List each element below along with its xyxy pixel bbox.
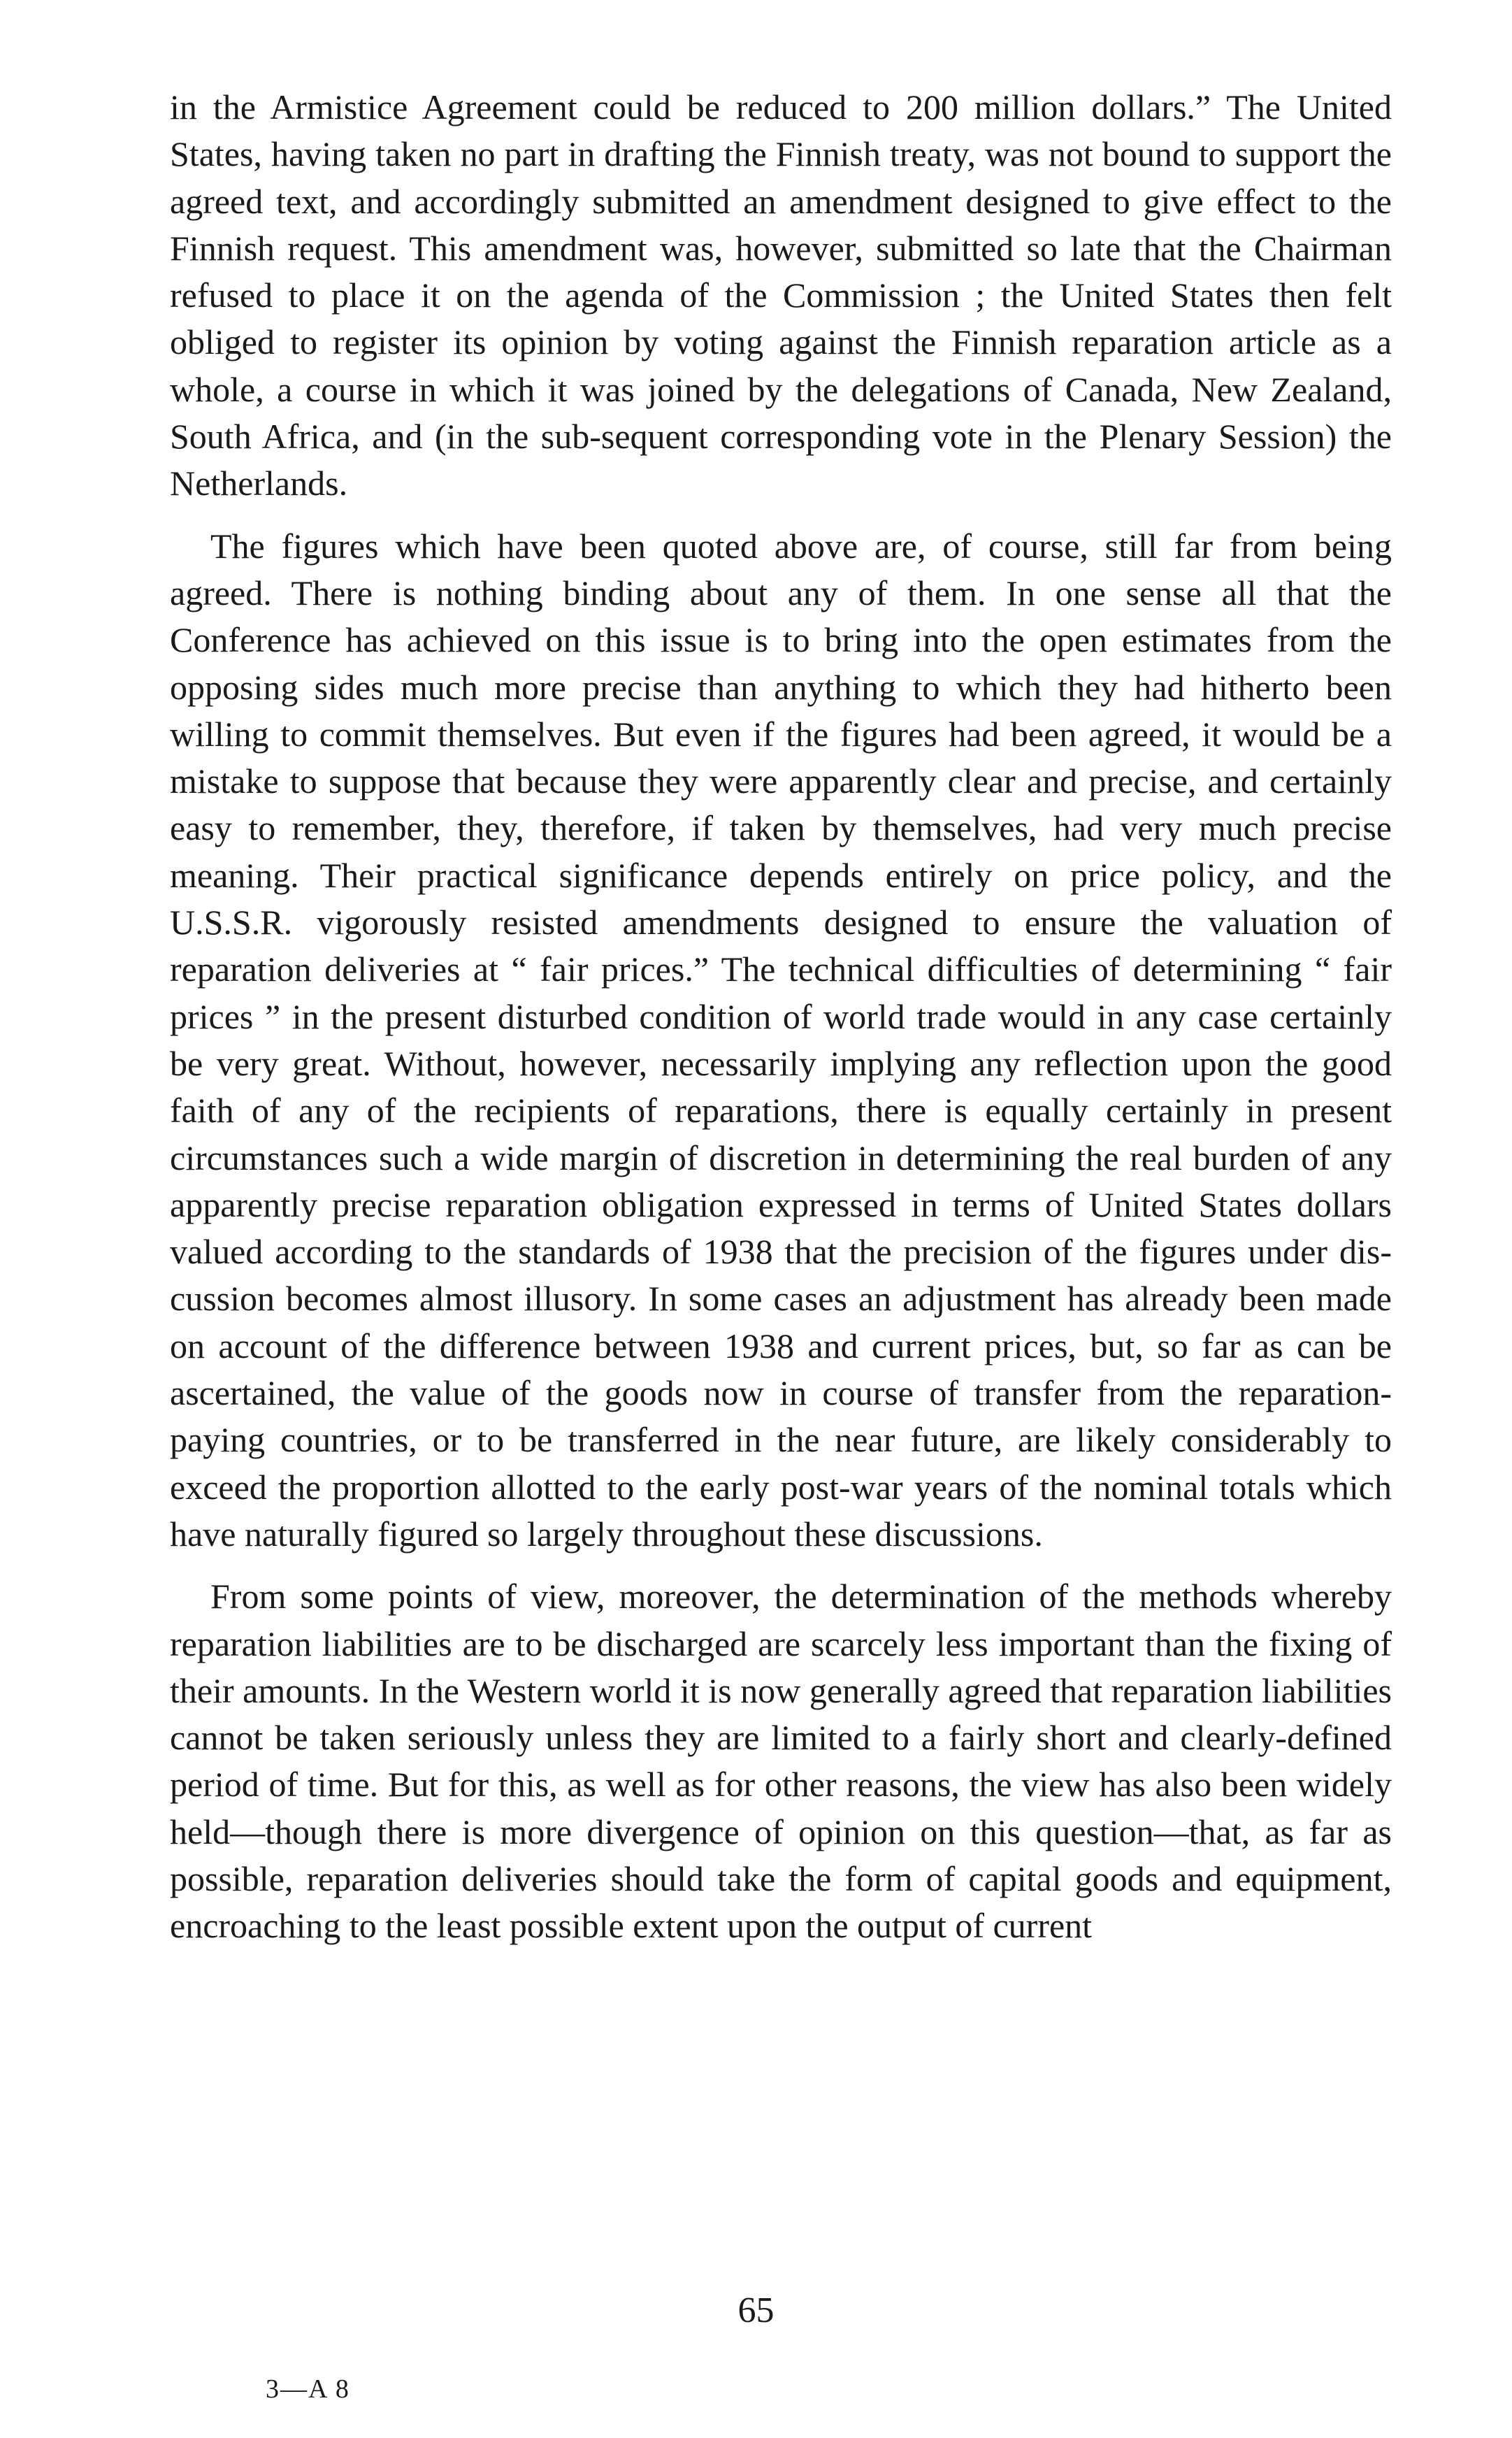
page-number: 65	[737, 2290, 775, 2330]
paragraph: The figures which have been quoted above are, of course, still far from being agreed. There is nothing binding about any of them. In one sense all that the Conference has achieved on this issue is to bring into the open estimates from the opposing sides much more precise than anything to which they had hitherto been willing to commit themselves. But even if the figures had been agreed, it would be a mistake to suppose that because they were apparently clear and precise, and certainly easy to remember, they, therefore, if taken by themselves, had very much precise meaning. Their practical significance depends entirely on price policy, and the U.S.S.R. vigorously resisted amendments designed to ensure the valuation of reparation deliveries at “ fair prices.” The technical difficulties of determining “ fair prices ” in the present disturbed condition of world trade would in any case certainly be very great. Without, however, necessarily implying any reflection upon the good faith of any of the recipients of reparations, there is equally certainly in present circumstances such a wide margin of discretion in determining the real burden of any apparently precise reparation obligation expressed in terms of United States dollars valued according to the standards of 1938 that the precision of the figures under dis-cussion becomes almost illusory. In some cases an adjustment has already been made on account of the difference between 1938 and current prices, but, so far as can be ascertained, the value of the goods now in course of transfer from the reparation-paying countries, or to be transferred in the near future, are likely considerably to exceed the proportion allotted to the early post-war years of the nominal totals which have naturally figured so largely throughout these discussions.	[170, 526, 1392, 1554]
printer-signature-mark: 3—A 8	[266, 2374, 350, 2404]
paragraph: From some points of view, moreover, the determination of the methods whereby reparation liabilities are to be discharged are scarcely less important than the fixing of their amounts. In the Western world it is now generally agreed that reparation liabilities cannot be taken seriously unless they are limited to a fairly short and clearly-defined period of time. But for this, as well as for other reasons, the view has also been widely held—though there is more divergence of opinion on this question—that, as far as possible, reparation deliveries should take the form of capital goods and equipment, encroaching to the least possible extent upon the output of current	[170, 1577, 1392, 1946]
body-text	[170, 84, 1392, 1950]
paragraph-continued: in the Armistice Agreement could be reduced to 200 million dollars.” The United States, having taken no part in drafting the Finnish treaty, was not bound to support the agreed text, and accordingly submitted an amendment designed to give effect to the Finnish request. This amendment was, however, submitted so late that the Chairman refused to place it on the agenda of the Commission ; the United States then felt obliged to register its opinion by voting against the Finnish reparation article as a whole, a course in which it was joined by the delegations of Canada, New Zealand, South Africa, and (in the sub-sequent corresponding vote in the Plenary Session) the Netherlands.	[170, 87, 1392, 503]
